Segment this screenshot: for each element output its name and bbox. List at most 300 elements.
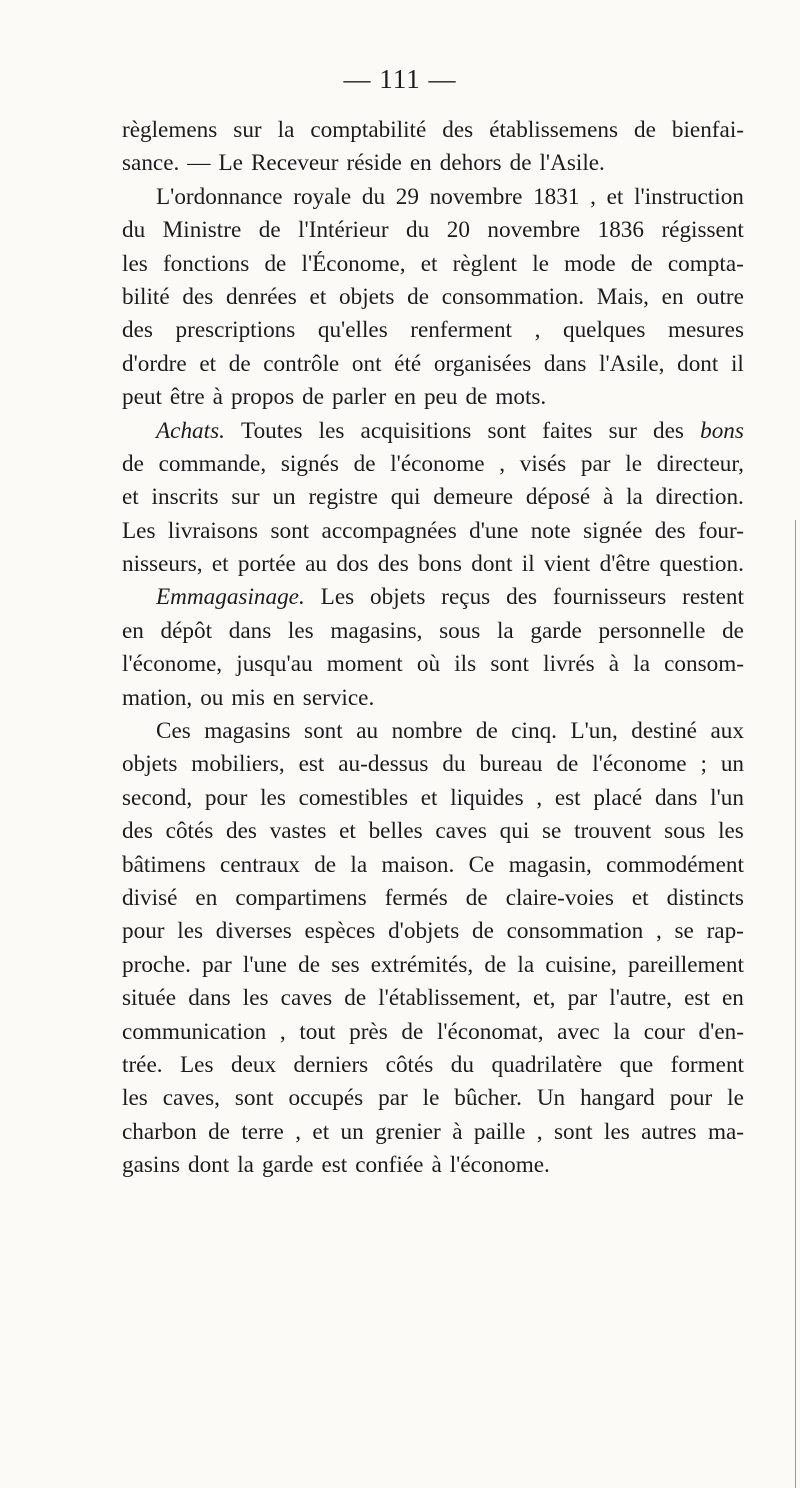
word: quadrilatère <box>491 1051 603 1078</box>
word: en <box>122 617 144 644</box>
word: l'un <box>710 784 744 811</box>
word: organisées <box>433 350 532 377</box>
word: diverses <box>215 918 292 945</box>
word: de <box>258 217 281 244</box>
word: sur <box>608 417 637 444</box>
word: 29 <box>395 183 419 210</box>
word: de <box>302 384 324 411</box>
word: fermés <box>384 884 448 911</box>
word: Ce <box>468 851 495 878</box>
word: un <box>720 751 744 778</box>
word: sous <box>664 818 706 845</box>
word: four- <box>698 517 744 544</box>
word: de <box>344 985 367 1012</box>
word: note <box>530 517 571 544</box>
word: consom- <box>664 651 744 678</box>
text-line <box>122 682 744 715</box>
word: le <box>532 250 549 277</box>
word: de <box>634 117 656 143</box>
text-line <box>122 348 744 381</box>
word: compta- <box>667 250 744 277</box>
text-line <box>122 181 744 214</box>
word: le <box>727 1085 744 1112</box>
word: ou <box>200 684 224 711</box>
word: en <box>195 884 218 911</box>
word: dans <box>188 985 231 1012</box>
word: des <box>377 551 409 578</box>
word: à <box>452 1118 463 1145</box>
word: le <box>625 450 642 477</box>
text-line <box>122 982 744 1015</box>
word: objets <box>339 283 395 310</box>
word: Les <box>180 1051 214 1078</box>
word: maison. <box>381 851 455 878</box>
text-line <box>122 782 744 815</box>
word: mode <box>564 250 616 277</box>
word: bons <box>700 417 744 444</box>
text-line <box>122 515 744 548</box>
text-line <box>122 915 744 948</box>
word: Les <box>320 584 355 611</box>
word: proche. <box>122 951 191 978</box>
word: outre <box>696 283 744 310</box>
text-line <box>122 949 744 982</box>
word: l'établissement, <box>378 985 521 1012</box>
word: les <box>122 250 148 277</box>
word: forment <box>670 1051 744 1078</box>
word: objets <box>370 584 426 611</box>
word: Un <box>536 1085 566 1112</box>
word: , <box>536 784 543 811</box>
word: moment <box>326 651 403 678</box>
word: près <box>349 1018 388 1045</box>
word: , <box>590 183 596 210</box>
word: bons <box>418 551 462 578</box>
text-line <box>122 548 744 581</box>
word: peut <box>122 384 162 411</box>
word: être <box>169 384 205 411</box>
word: caves <box>435 818 487 845</box>
word: la <box>277 117 295 143</box>
word: ils <box>454 651 477 678</box>
word: Achats. <box>156 417 225 444</box>
word: trée. <box>122 1051 163 1078</box>
word: accompagnées <box>321 517 457 544</box>
word: des <box>442 117 474 143</box>
word: bûcher. <box>454 1085 522 1112</box>
text-line <box>122 815 744 848</box>
word: 1831 <box>533 183 580 210</box>
body-text <box>122 114 744 1183</box>
word: au <box>356 718 379 745</box>
word: de <box>484 951 507 978</box>
word: bienfai- <box>671 117 744 143</box>
page-edge-line <box>795 520 796 1488</box>
word: extrémités, <box>370 951 474 978</box>
word: est <box>298 751 325 778</box>
word: denrées <box>226 283 297 310</box>
word: à <box>212 384 223 411</box>
word: distincts <box>666 884 744 911</box>
word: livraisons <box>167 517 259 544</box>
word: communication <box>122 1018 267 1045</box>
word: , <box>655 918 662 945</box>
word: de <box>509 150 532 177</box>
word: un <box>272 484 296 511</box>
word: et <box>631 884 649 911</box>
word: tout <box>299 1018 336 1045</box>
word: au <box>305 551 328 578</box>
word: registre <box>308 484 378 511</box>
word: de <box>208 1118 230 1145</box>
word: règlemens <box>122 117 218 143</box>
word: côtés <box>165 818 214 845</box>
word: la <box>633 651 650 678</box>
word: d'en- <box>698 1018 744 1045</box>
word: nisseurs, <box>122 551 203 578</box>
text-line <box>122 147 744 180</box>
word: dont <box>471 551 513 578</box>
word: en <box>661 283 684 310</box>
word: garde <box>530 617 582 644</box>
word: question. <box>659 551 744 578</box>
word: qui <box>390 484 421 511</box>
word: d'être <box>599 551 651 578</box>
word: Mais, <box>596 283 649 310</box>
page-number: — 111 — <box>343 64 457 94</box>
word: d'une <box>469 517 519 544</box>
word: sance. <box>122 150 180 177</box>
word: visés <box>519 450 567 477</box>
text-line <box>122 882 744 915</box>
word: des <box>122 818 153 845</box>
word: centraux <box>220 851 300 878</box>
word: déposé <box>525 484 591 511</box>
word: et <box>339 818 356 845</box>
word: pour <box>122 918 165 945</box>
text-line <box>122 314 744 347</box>
word: restent <box>682 584 744 611</box>
word: un <box>340 1118 364 1145</box>
word: cour <box>643 1018 685 1045</box>
word: Toutes <box>241 417 303 444</box>
word: garde <box>261 1152 314 1179</box>
word: caves <box>280 985 333 1012</box>
word: sont <box>487 417 527 444</box>
word: faites <box>542 417 593 444</box>
word: les <box>260 784 286 811</box>
word: l'Intérieur <box>298 217 389 244</box>
word: en <box>272 684 295 711</box>
text-line <box>122 481 744 514</box>
word: de <box>475 718 498 745</box>
text-line <box>122 1082 744 1115</box>
word: Ces <box>156 718 191 745</box>
text-line <box>122 448 744 481</box>
word: destiné <box>631 718 697 745</box>
text-line <box>122 715 744 748</box>
word: sur <box>233 117 262 143</box>
word: compartimens <box>235 884 367 911</box>
word: prescriptions <box>175 317 296 344</box>
word: à <box>608 651 620 678</box>
word: aux <box>710 718 744 745</box>
word: L'ordonnance <box>156 183 283 210</box>
text-line <box>122 114 744 147</box>
word: sur <box>231 484 260 511</box>
word: la <box>496 617 514 644</box>
word: des <box>653 417 684 444</box>
word: que <box>619 1051 654 1078</box>
word: objets <box>122 751 178 778</box>
word: placé <box>593 784 643 811</box>
word: dont <box>677 350 719 377</box>
word: la <box>517 951 535 978</box>
word: la <box>613 1018 631 1045</box>
word: service. <box>302 684 375 711</box>
word: la <box>237 1152 254 1179</box>
word: du <box>450 1051 474 1078</box>
word: pareillement <box>628 951 744 978</box>
word: renferment <box>410 317 513 344</box>
word: liquides <box>450 784 524 811</box>
word: située <box>122 985 177 1012</box>
word: des <box>226 818 257 845</box>
word: mobiliers, <box>191 751 285 778</box>
word: et <box>199 350 217 377</box>
word: commande, <box>158 450 267 477</box>
word: , <box>279 1018 286 1045</box>
word: Le <box>218 150 243 177</box>
word: demeure <box>433 484 514 511</box>
word: vient <box>543 551 591 578</box>
word: du <box>442 751 466 778</box>
word: l'économe. <box>449 1152 550 1179</box>
word: novembre <box>429 183 523 210</box>
word: est <box>554 784 581 811</box>
word: l'Économe, <box>301 250 406 277</box>
word: au-dessus <box>338 751 429 778</box>
word: des <box>122 317 153 344</box>
word: consommation. <box>441 283 585 310</box>
word: des <box>182 283 214 310</box>
word: 20 <box>446 217 470 244</box>
word: fournisseurs <box>552 584 667 611</box>
word: reçus <box>441 584 491 611</box>
text-line <box>122 849 744 882</box>
word: signée <box>583 517 643 544</box>
word: charbon <box>122 1118 197 1145</box>
word: livrés <box>543 651 595 678</box>
text-line <box>122 615 744 648</box>
word: par <box>567 985 598 1012</box>
word: de <box>264 250 287 277</box>
word: de <box>465 384 488 411</box>
word: et <box>312 1118 330 1145</box>
word: du <box>122 217 146 244</box>
word: Receveur <box>250 150 339 177</box>
word: les <box>287 617 314 644</box>
word: à <box>431 1152 442 1179</box>
word: de <box>465 884 488 911</box>
word: de <box>298 951 321 978</box>
word: dans <box>654 784 698 811</box>
word: caves, <box>162 1085 220 1112</box>
word: derniers <box>293 1051 369 1078</box>
word: magasin, <box>508 851 592 878</box>
text-line <box>122 1049 744 1082</box>
word: royale <box>293 183 352 210</box>
word: et <box>420 784 438 811</box>
word: inscrits <box>151 484 219 511</box>
word: ont <box>351 350 382 377</box>
word: été <box>394 350 422 377</box>
word: espèces <box>304 918 376 945</box>
word: les <box>122 1085 148 1112</box>
word: mots. <box>495 384 547 411</box>
word: de <box>228 350 251 377</box>
word: parler <box>331 384 387 411</box>
word: jusqu'au <box>236 651 313 678</box>
word: en <box>409 150 432 177</box>
word: il <box>521 551 535 578</box>
word: avec <box>557 1018 600 1045</box>
word: L'un, <box>570 718 618 745</box>
word: du <box>361 183 386 210</box>
word: côtés <box>385 1051 434 1078</box>
word: commodément <box>606 851 744 878</box>
word: propos <box>230 384 295 411</box>
word: quelques <box>562 317 646 344</box>
word: directeur, <box>656 450 744 477</box>
word: ma- <box>707 1118 744 1145</box>
word: de <box>314 851 337 878</box>
word: des <box>506 584 538 611</box>
word: dos <box>336 551 369 578</box>
text-line <box>122 214 744 247</box>
word: terre <box>241 1118 284 1145</box>
word: et <box>122 484 139 511</box>
word: dont <box>187 1152 230 1179</box>
word: sont <box>490 651 529 678</box>
word: mis <box>231 684 265 711</box>
word: Les <box>122 517 156 544</box>
word: cuisine, <box>545 951 617 978</box>
word: bilité <box>122 283 170 310</box>
word: de <box>722 617 744 644</box>
word: l'économe <box>592 751 687 778</box>
word: et <box>606 183 624 210</box>
word: bâtimens <box>122 851 206 878</box>
word: 1836 <box>597 217 644 244</box>
word: de <box>407 283 429 310</box>
word: du <box>406 217 430 244</box>
word: personnelle <box>598 617 706 644</box>
word: , <box>499 450 506 477</box>
word: hangard <box>580 1085 655 1112</box>
word: de <box>556 751 579 778</box>
word: d'objets <box>388 918 460 945</box>
word: et <box>211 551 229 578</box>
word: nombre <box>391 718 463 745</box>
word: établissemens <box>489 117 618 143</box>
word: de <box>401 1018 424 1045</box>
word: gasins <box>122 1152 180 1179</box>
word: l'économe <box>390 450 485 477</box>
word: de <box>630 250 653 277</box>
word: le <box>422 1085 440 1112</box>
word: bureau <box>479 751 543 778</box>
word: Ministre <box>162 217 242 244</box>
word: réside <box>346 150 402 177</box>
word: autres <box>641 1118 697 1145</box>
word: fonctions <box>162 250 250 277</box>
word: contrôle <box>263 350 340 377</box>
text-line <box>122 581 744 614</box>
word: , <box>534 317 541 344</box>
text-line <box>122 1116 744 1149</box>
word: dépôt <box>160 617 213 644</box>
word: il <box>730 350 744 377</box>
word: magasins <box>204 718 291 745</box>
word: grenier <box>375 1118 441 1145</box>
word: règlent <box>452 250 517 277</box>
word: de <box>472 918 494 945</box>
word: confiée <box>355 1152 424 1179</box>
word: cinq. <box>511 718 557 745</box>
word: novembre <box>487 217 581 244</box>
word: régissent <box>661 217 744 244</box>
word: mesures <box>667 317 744 344</box>
word: paille <box>473 1118 526 1145</box>
word: l'autre, <box>609 985 673 1012</box>
word: des <box>654 517 686 544</box>
word: et, <box>532 985 556 1012</box>
word: rap- <box>706 918 744 945</box>
word: direction. <box>655 484 744 511</box>
word: claire-voies <box>505 884 614 911</box>
text-line <box>122 415 744 448</box>
word: les <box>604 1118 630 1145</box>
word: l'économe, <box>122 651 223 678</box>
word: les <box>718 818 744 845</box>
word: divisé <box>122 884 178 911</box>
text-line <box>122 381 744 414</box>
word: et <box>420 250 438 277</box>
text-line <box>122 748 744 781</box>
word: qui <box>499 818 530 845</box>
word: se <box>674 918 694 945</box>
word: sont <box>553 1118 593 1145</box>
word: — <box>187 150 211 177</box>
word: par <box>202 951 232 978</box>
word: signés <box>280 450 339 477</box>
text-line <box>122 1149 744 1182</box>
word: d'ordre <box>122 350 187 377</box>
word: second, <box>122 784 193 811</box>
word: trouvent <box>574 818 652 845</box>
word: peu <box>423 384 458 411</box>
word: de <box>353 450 376 477</box>
word: qu'elles <box>317 317 388 344</box>
word: l'Asile. <box>539 150 605 177</box>
word: Emmagasinage. <box>156 584 305 611</box>
word: les <box>242 985 269 1012</box>
word: l'une <box>242 951 287 978</box>
word: ; <box>700 751 707 778</box>
word: dans <box>543 350 587 377</box>
word: comptabilité <box>310 117 427 143</box>
